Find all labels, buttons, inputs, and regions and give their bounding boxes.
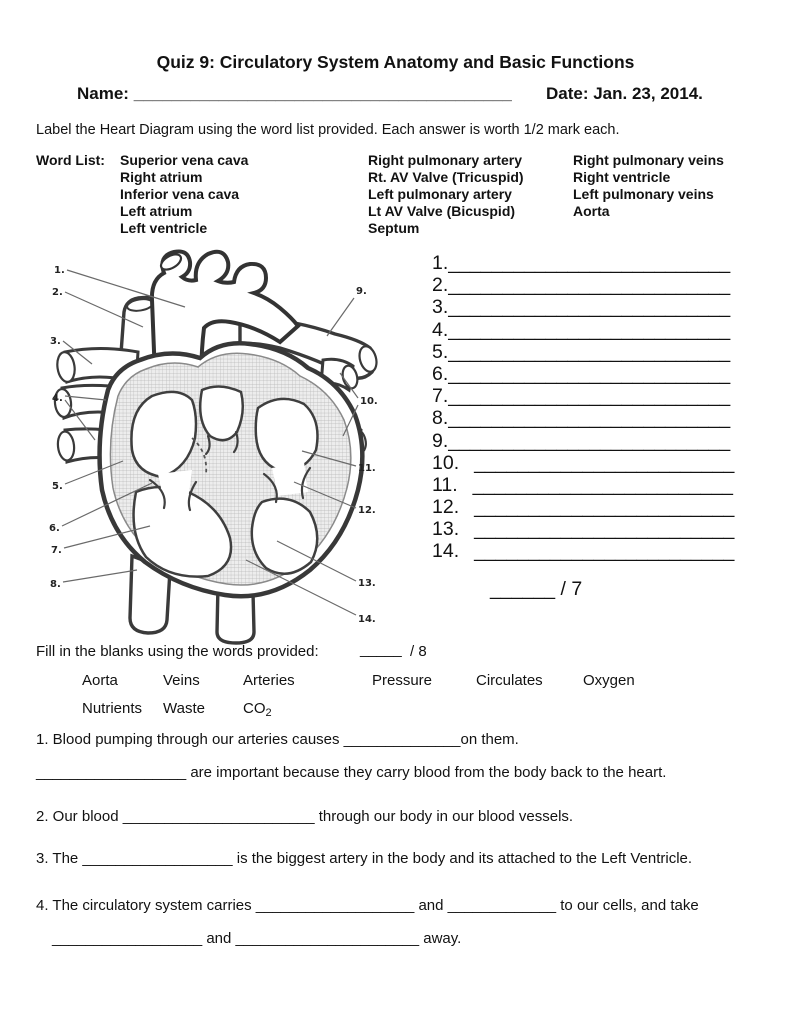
diagram-number-label: 6. bbox=[49, 523, 60, 534]
question-3: 3. The __________________ is the biggest artery in the body and its attached to the Left Ventricle. bbox=[36, 850, 693, 867]
diagram-number-label: 9. bbox=[356, 286, 367, 297]
diagram-number-label: 13. bbox=[358, 578, 376, 589]
left-ventricle-chamber bbox=[252, 499, 317, 574]
answer-row bbox=[432, 319, 734, 341]
answer-row bbox=[432, 274, 734, 296]
word-list-item: Rt. AV Valve (Tricuspid) bbox=[368, 169, 524, 185]
answer-number: 5. bbox=[432, 340, 449, 363]
word-bank-item: Aorta bbox=[82, 672, 118, 689]
answer-blank: __________________________ bbox=[448, 318, 731, 341]
answer-row bbox=[432, 540, 734, 562]
diagram-number-label: 11. bbox=[358, 463, 376, 474]
word-bank-item-co2 bbox=[243, 700, 272, 717]
answer-number: 8. bbox=[432, 407, 449, 430]
answer-number: 12. bbox=[432, 496, 460, 519]
answer-blank: ________________________ bbox=[474, 540, 735, 563]
date-label: Date: Jan. 23, 2014. bbox=[546, 84, 703, 103]
word-list-item: Inferior vena cava bbox=[120, 186, 240, 202]
answer-number: 1. bbox=[432, 252, 449, 274]
word-bank-item: Circulates bbox=[476, 672, 543, 689]
answer-number: 13. bbox=[432, 518, 460, 541]
word-list-item: Right atrium bbox=[120, 169, 203, 185]
question-2: 2. Our blood _______________________ through our body in our blood vessels. bbox=[36, 808, 574, 825]
word-list-item: Septum bbox=[368, 220, 420, 236]
answer-row bbox=[432, 385, 734, 407]
word-list-item: Lt AV Valve (Bicuspid) bbox=[368, 203, 516, 219]
word-list-item: Left pulmonary veins bbox=[573, 186, 714, 202]
name-line bbox=[77, 84, 512, 104]
score-label: / 7 bbox=[560, 578, 583, 600]
word-list-column-2 bbox=[368, 152, 524, 237]
answer-blank: __________________________ bbox=[448, 252, 731, 274]
answer-blank: __________________________ bbox=[448, 407, 731, 430]
word-list-item: Right pulmonary artery bbox=[368, 152, 523, 168]
diagram-number-label: 8. bbox=[50, 579, 61, 590]
question-4-part2: __________________ and ______________________ away. bbox=[52, 930, 462, 947]
answer-number: 14. bbox=[432, 540, 460, 563]
diagram-number-label: 10. bbox=[360, 396, 378, 407]
heart-diagram bbox=[40, 240, 435, 645]
answer-row bbox=[432, 296, 734, 318]
answer-blank: __________________________ bbox=[448, 385, 731, 408]
answer-number: 2. bbox=[432, 274, 449, 297]
answer-row bbox=[432, 341, 734, 363]
answer-number: 7. bbox=[432, 385, 449, 408]
answer-blank: ________________________ bbox=[474, 451, 735, 474]
answer-blank: __________________________ bbox=[448, 296, 731, 319]
answer-blank: __________________________ bbox=[448, 340, 731, 363]
diagram-number-label: 1. bbox=[54, 265, 65, 276]
word-list-column-3 bbox=[573, 152, 724, 220]
answer-number: 4. bbox=[432, 318, 449, 341]
answer-row bbox=[432, 452, 734, 474]
question-1-part2: __________________ are important because they carry blood from the body back to the heart. bbox=[36, 764, 667, 781]
answer-row bbox=[432, 518, 734, 540]
page-title: Quiz 9: Circulatory System Anatomy and Basic Functions bbox=[156, 52, 635, 72]
diagram-number-label: 14. bbox=[358, 614, 376, 625]
answer-row bbox=[432, 474, 734, 496]
word-bank-item: Arteries bbox=[243, 672, 295, 689]
fill-section-instruction: Fill in the blanks using the words provided: bbox=[36, 643, 319, 660]
fill-score-label: / 8 bbox=[410, 643, 427, 660]
name-blank: ________________________________________ bbox=[133, 84, 512, 103]
answer-blank: ________________________ bbox=[472, 473, 733, 496]
answer-row bbox=[432, 430, 734, 452]
section-instruction: Label the Heart Diagram using the word list provided. Each answer is worth 1/2 mark each. bbox=[36, 122, 620, 138]
answer-blank-list bbox=[432, 252, 734, 563]
diagram-number-label: 4. bbox=[52, 393, 63, 404]
word-bank-item: Pressure bbox=[372, 672, 433, 689]
score-blank: ______ bbox=[490, 578, 556, 600]
word-list-item: Left pulmonary artery bbox=[368, 186, 512, 202]
answer-number: 6. bbox=[432, 362, 449, 385]
question-4: 4. The circulatory system carries ___________________ and _____________ to our cells, and take bbox=[36, 897, 699, 914]
question-1: 1. Blood pumping through our arteries causes ______________on them. bbox=[36, 731, 519, 748]
diagram-score-line bbox=[490, 578, 582, 601]
answer-blank: __________________________ bbox=[448, 274, 731, 297]
diagram-number-label: 12. bbox=[358, 505, 376, 516]
word-bank-item: Waste bbox=[163, 700, 205, 717]
answer-number: 3. bbox=[432, 296, 449, 319]
left-atrium-chamber bbox=[256, 399, 318, 471]
word-list-item: Superior vena cava bbox=[120, 152, 249, 168]
answer-blank: ________________________ bbox=[474, 496, 735, 519]
co2-base: CO bbox=[243, 700, 266, 717]
diagram-number-label: 5. bbox=[52, 481, 63, 492]
word-list-item: Left ventricle bbox=[120, 220, 208, 236]
word-list-label: Word List: bbox=[36, 152, 105, 168]
word-bank-item: Oxygen bbox=[583, 672, 635, 689]
diagram-number-label: 7. bbox=[51, 545, 62, 556]
word-list-item: Left atrium bbox=[120, 203, 193, 219]
co2-subscript: 2 bbox=[265, 707, 272, 719]
answer-row bbox=[432, 252, 734, 274]
word-bank-item: Veins bbox=[163, 672, 200, 689]
diagram-number-label: 2. bbox=[52, 287, 63, 298]
answer-row bbox=[432, 496, 734, 518]
answer-blank: __________________________ bbox=[448, 429, 731, 452]
diagram-number-label: 3. bbox=[50, 336, 61, 347]
word-list-item: Right pulmonary veins bbox=[573, 152, 724, 168]
word-list-column-1 bbox=[120, 152, 248, 237]
answer-number: 10. bbox=[432, 451, 460, 474]
answer-number: 9. bbox=[432, 429, 449, 452]
answer-blank: __________________________ bbox=[448, 362, 731, 385]
fill-score-blank: _____ bbox=[360, 641, 402, 658]
word-bank-item: Nutrients bbox=[82, 700, 143, 717]
name-label: Name: bbox=[77, 84, 129, 103]
answer-row bbox=[432, 363, 734, 385]
answer-row bbox=[432, 407, 734, 429]
word-list-item: Right ventricle bbox=[573, 169, 671, 185]
word-list-item: Aorta bbox=[573, 203, 610, 219]
answer-blank: ________________________ bbox=[474, 518, 735, 541]
answer-number: 11. bbox=[432, 473, 458, 496]
